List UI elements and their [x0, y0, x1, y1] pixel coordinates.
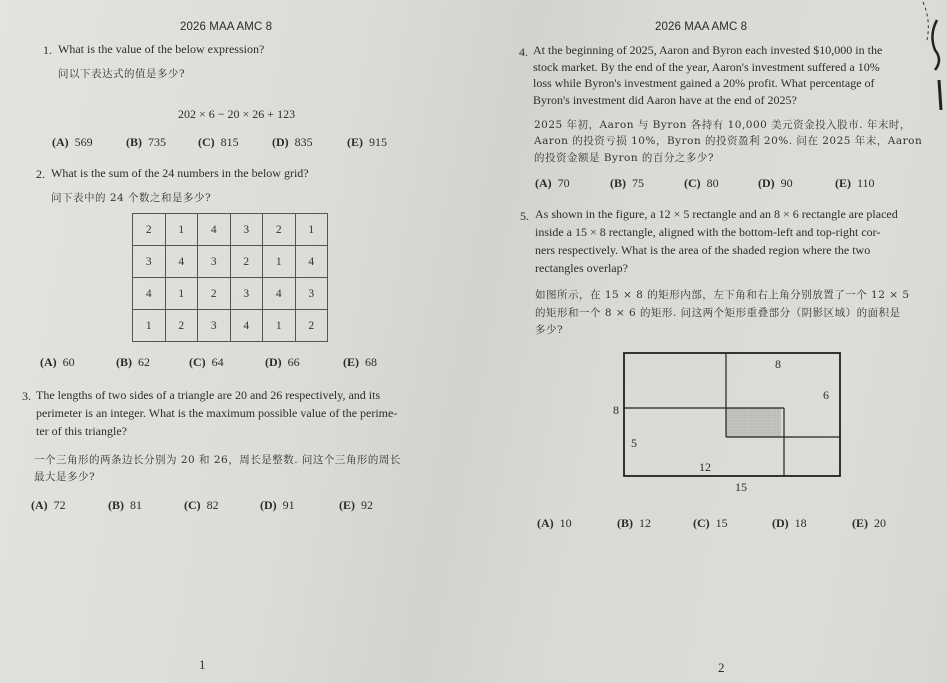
grid-cell: 3	[198, 246, 231, 278]
exam-page-1	[0, 0, 470, 683]
question-text-en-line: perimeter is an integer. What is the maximum possible value of the perime-	[36, 406, 398, 420]
choice-b[interactable]: (B) 12	[617, 516, 651, 530]
choice-e[interactable]: (E) 92	[339, 498, 373, 512]
page-header: 2026 MAA AMC 8	[655, 21, 748, 33]
choice-b[interactable]: (B) 81	[108, 498, 142, 512]
grid-cell: 4	[165, 246, 198, 278]
grid-cell: 1	[165, 214, 198, 246]
shaded-overlap-region	[726, 408, 781, 437]
grid-cell: 2	[263, 214, 296, 246]
choice-d[interactable]: (D) 90	[758, 176, 793, 190]
label-outer-height: 8	[613, 403, 619, 417]
choice-a[interactable]: (A) 10	[537, 516, 572, 530]
label-top-width: 8	[775, 357, 781, 371]
question-text-en-line: At the beginning of 2025, Aaron and Byron each invested $10,000 in the	[533, 43, 883, 57]
question-text-en: What is the sum of the 24 numbers in the below grid?	[51, 166, 309, 180]
choice-a[interactable]: (A) 70	[535, 176, 570, 190]
grid-cell: 3	[295, 278, 328, 310]
question-text-en-line: stock market. By the end of the year, Aaron's investment suffered a 10%	[533, 60, 880, 74]
binder-clip-icon	[917, 0, 947, 110]
grid-cell: 1	[165, 278, 198, 310]
page-header: 2026 MAA AMC 8	[180, 21, 273, 33]
choice-d[interactable]: (D) 66	[265, 355, 300, 369]
page-number: 2	[718, 660, 725, 675]
grid-cell: 1	[263, 310, 296, 342]
choice-b[interactable]: (B) 62	[116, 355, 150, 369]
question-text-en-line: ter of this triangle?	[36, 424, 127, 438]
exam-page-2	[500, 0, 947, 683]
number-grid	[132, 213, 328, 342]
choice-c[interactable]: (C) 64	[189, 355, 224, 369]
question-text-en: What is the value of the below expression?	[58, 42, 265, 56]
grid-row	[133, 310, 328, 342]
question-text-en-line: As shown in the figure, a 12 × 5 rectangle and an 8 × 6 rectangle are placed	[535, 207, 898, 221]
choice-c[interactable]: (C) 815	[198, 135, 239, 149]
choice-d[interactable]: (D) 18	[772, 516, 807, 530]
question-text-cn-line: 多少?	[535, 324, 564, 336]
grid-cell: 4	[230, 310, 263, 342]
question-text-cn-line: Aaron 的投资亏损 10%，Byron 的投资盈利 20%. 问在 2025 年末，Aaron	[534, 135, 923, 147]
label-small-width: 12	[699, 460, 711, 474]
grid-cell: 2	[230, 246, 263, 278]
choice-e[interactable]: (E) 68	[343, 355, 377, 369]
question-text-cn-line: 一个三角形的两条边长分别为 20 和 26，周长是整数. 问这个三角形的周长	[34, 454, 401, 466]
grid-cell: 3	[230, 278, 263, 310]
question-text-cn: 问以下表达式的值是多少?	[58, 68, 186, 80]
grid-cell: 3	[230, 214, 263, 246]
choice-d[interactable]: (D) 835	[272, 135, 313, 149]
choice-c[interactable]: (C) 15	[693, 516, 728, 530]
choice-c[interactable]: (C) 82	[184, 498, 219, 512]
choice-b[interactable]: (B) 75	[610, 176, 644, 190]
grid-row	[133, 278, 328, 310]
question-text-en-line: Byron's investment did Aaron have at the end of 2025?	[533, 93, 797, 107]
question-number: 1.	[43, 43, 52, 57]
grid-cell: 2	[165, 310, 198, 342]
question-text-en-line: The lengths of two sides of a triangle are 20 and 26 respectively, and its	[36, 388, 381, 402]
question-text-cn-line: 的矩形和一个 8 × 6 的矩形. 问这两个矩形重叠部分（阴影区域）的面积是	[535, 307, 901, 319]
math-expression: 202 × 6 − 20 × 26 + 123	[178, 107, 296, 121]
choice-b[interactable]: (B) 735	[126, 135, 166, 149]
question-text-cn-line: 如图所示，在 15 × 8 的矩形内部，左下角和右上角分别放置了一个 12 × 5	[535, 289, 910, 301]
question-text-cn-line: 2025 年初，Aaron 与 Byron 各持有 10,000 美元资金投入股市. 年末时，	[534, 119, 911, 131]
overlap-rectangles-figure	[615, 348, 855, 498]
grid-cell: 3	[133, 246, 166, 278]
choice-a[interactable]: (A) 60	[40, 355, 75, 369]
choice-a[interactable]: (A) 569	[52, 135, 93, 149]
grid-cell: 2	[133, 214, 166, 246]
grid-cell: 1	[263, 246, 296, 278]
grid-cell: 4	[133, 278, 166, 310]
grid-cell: 4	[263, 278, 296, 310]
grid-cell: 3	[198, 310, 231, 342]
question-number: 3.	[22, 389, 31, 403]
choice-e[interactable]: (E) 20	[852, 516, 886, 530]
choice-d[interactable]: (D) 91	[260, 498, 295, 512]
grid-cell: 1	[133, 310, 166, 342]
grid-cell: 2	[295, 310, 328, 342]
label-outer-width: 15	[735, 480, 747, 494]
page-number: 1	[199, 657, 206, 672]
question-number: 4.	[519, 45, 528, 59]
choice-e[interactable]: (E) 110	[835, 176, 875, 190]
rectangles-diagram	[615, 348, 855, 498]
choice-c[interactable]: (C) 80	[684, 176, 719, 190]
question-number: 2.	[36, 167, 45, 181]
grid-cell: 4	[198, 214, 231, 246]
label-small-height: 5	[631, 436, 637, 450]
grid-row	[133, 214, 328, 246]
grid-cell: 1	[295, 214, 328, 246]
question-text-en-line: loss while Byron's investment gained a 20% profit. What percentage of	[533, 76, 875, 90]
question-text-cn-line: 最大是多少?	[34, 471, 96, 483]
question-text-cn-line: 的投资金额是 Byron 的百分之多少?	[534, 152, 715, 164]
question-text-en-line: ners respectively. What is the area of the shaded region where the two	[535, 243, 871, 257]
grid-cell: 2	[198, 278, 231, 310]
grid-row	[133, 246, 328, 278]
choice-a[interactable]: (A) 72	[31, 498, 66, 512]
question-number: 5.	[520, 209, 529, 223]
question-text-en-line: rectangles overlap?	[535, 261, 628, 275]
label-top-height: 6	[823, 388, 829, 402]
grid-cell: 4	[295, 246, 328, 278]
question-text-cn: 问下表中的 24 个数之和是多少?	[51, 192, 212, 204]
choice-e[interactable]: (E) 915	[347, 135, 387, 149]
question-text-en-line: inside a 15 × 8 rectangle, aligned with the bottom-left and top-right cor-	[535, 225, 881, 239]
